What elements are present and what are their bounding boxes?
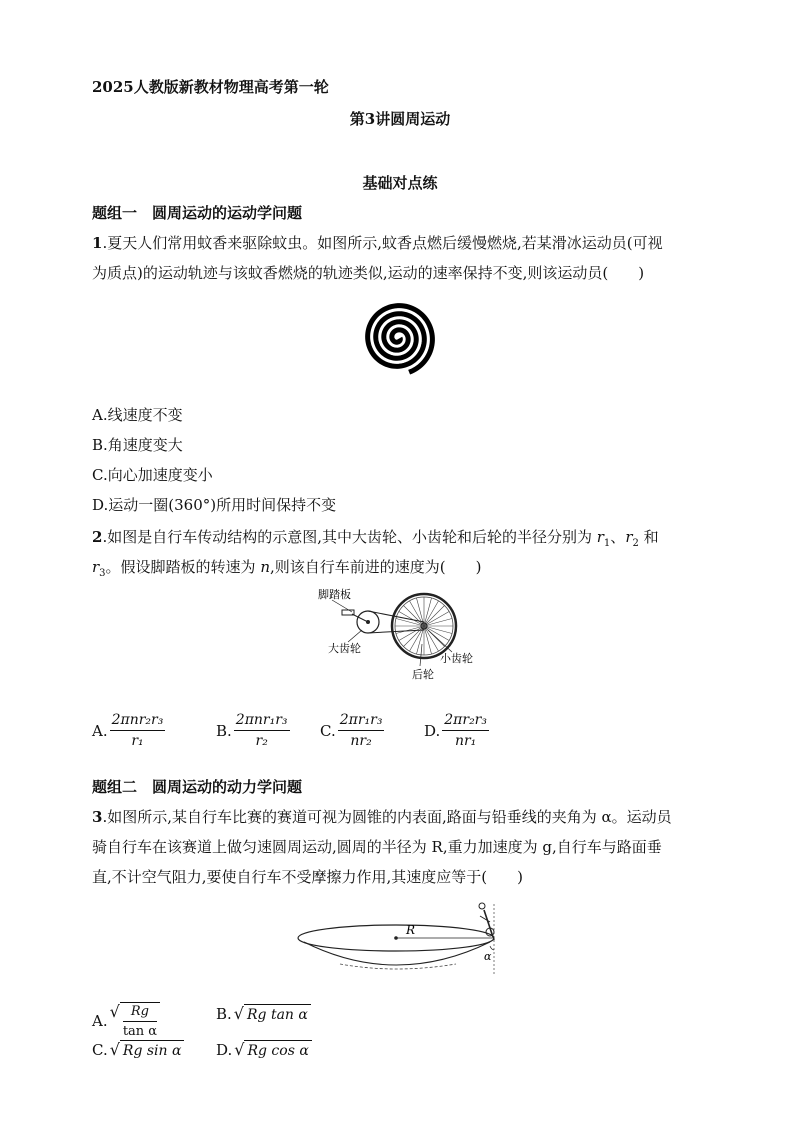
- q2-c-label: C.: [320, 721, 336, 740]
- q2-a-numerator: 2πnr₂r₃: [110, 712, 166, 731]
- q3-option-a: [92, 1002, 160, 1039]
- q2-line1: [92, 526, 659, 555]
- angle-label: α: [484, 950, 492, 963]
- wheel-spoke: [424, 598, 432, 626]
- q3-c-label: C.: [92, 1040, 108, 1059]
- q1-line2: 为质点)的运动轨迹与该蚊香燃烧的轨迹类似,运动的速率保持不变,则该运动员( ): [92, 264, 645, 282]
- q2-number: 2: [92, 528, 103, 546]
- q2-b-numerator: 2πnr₁r₃: [234, 712, 290, 731]
- radius-label: R: [406, 923, 416, 937]
- center-point: [394, 936, 398, 940]
- q2-c-numerator: 2πr₁r₃: [338, 712, 385, 731]
- q3-option-c: [92, 1040, 184, 1059]
- q2-a-label: A.: [92, 721, 108, 740]
- big-gear-label: 大齿轮: [328, 642, 361, 655]
- q1-option-c: C.向心加速度变小: [92, 466, 213, 484]
- q1-option-d: D.运动一圈(360°)所用时间保持不变: [92, 496, 337, 514]
- q2-text-3: ,则该自行车前进的速度为( ): [270, 558, 482, 576]
- q2-text-1: .如图是自行车传动结构的示意图,其中大齿轮、小齿轮和后轮的半径分别为: [102, 528, 597, 546]
- q2-b-label: B.: [216, 721, 232, 740]
- n-symbol: n: [260, 558, 270, 576]
- q3-a-sqrt: √ $\frac{Rg}{\text{tan α}}$: [110, 1002, 160, 1039]
- q3-b-radicand: Rg tan α: [244, 1004, 311, 1023]
- q3-text-1: .如图所示,某自行车比赛的赛道可视为圆锥的内表面,路面与铅垂线的夹角为 α。运动员: [102, 808, 672, 826]
- q3-a-denominator: tan α: [122, 1024, 158, 1039]
- q2-line2: [92, 556, 481, 585]
- group1-title: 题组一 圆周运动的运动学问题: [92, 204, 303, 222]
- q3-b-sqrt: √ Rg tan α: [234, 1004, 311, 1023]
- q2-c-denominator: nr₂: [350, 733, 372, 749]
- q1-line1: [92, 232, 663, 254]
- q2-a-denominator: r₁: [131, 733, 144, 749]
- small-gear-label: 小齿轮: [440, 652, 473, 665]
- q3-a-numerator: Rg: [123, 1004, 157, 1022]
- q2-d-numerator: 2πr₂r₃: [442, 712, 489, 731]
- cyclist-drawing: [479, 903, 494, 940]
- wheel-spoke: [424, 626, 432, 654]
- q1-option-b: B.角速度变大: [92, 436, 183, 454]
- q1-number: 1: [92, 234, 103, 252]
- spiral-path: [368, 306, 433, 373]
- q2-a-fraction: [110, 712, 166, 749]
- q2-d-fraction: [442, 712, 489, 749]
- q2-c-fraction: [338, 712, 385, 749]
- q3-number: 3: [92, 808, 103, 826]
- r3-subscript: 3: [99, 568, 106, 579]
- q2-b-fraction: [234, 712, 290, 749]
- q3-d-radicand: Rg cos α: [244, 1040, 311, 1059]
- section-title: 基础对点练: [362, 174, 438, 192]
- series-title: 2025人教版新教材物理高考第一轮: [92, 78, 329, 96]
- q3-c-radicand: Rg sin α: [120, 1040, 185, 1059]
- q2-option-b: [216, 712, 290, 749]
- wheel-spoke: [424, 626, 452, 634]
- q2-text-2: 。假设脚踏板的转速为: [105, 558, 261, 576]
- group2-title: 题组二 圆周运动的动力学问题: [92, 778, 303, 796]
- and-word: 和: [638, 528, 659, 546]
- q1-text-1: .夏天人们常用蚊香来驱除蚊虫。如图所示,蚊香点燃后缓慢燃烧,若某滑冰运动员(可视: [102, 234, 663, 252]
- q3-option-b: [216, 1004, 311, 1023]
- track-bowl: [304, 942, 490, 965]
- q3-a-fraction: [123, 1004, 157, 1039]
- q2-b-denominator: r₂: [255, 733, 268, 749]
- q2-option-d: [424, 712, 489, 749]
- cone-track-figure: [296, 898, 516, 982]
- q3-c-sqrt: √ Rg sin α: [110, 1040, 185, 1059]
- q3-d-label: D.: [216, 1040, 233, 1059]
- wheel-spoke: [424, 618, 452, 626]
- mosquito-coil-figure: [358, 298, 438, 378]
- q3-option-d: [216, 1040, 312, 1059]
- q3-line3: 直,不计空气阻力,要使自行车不受摩擦力作用,其速度应等于( ): [92, 868, 524, 886]
- q2-option-c: [320, 712, 384, 749]
- q1-option-a: A.线速度不变: [92, 406, 183, 424]
- q2-d-label: D.: [424, 721, 441, 740]
- q2-d-denominator: nr₁: [454, 733, 477, 749]
- q3-b-label: B.: [216, 1004, 232, 1023]
- q3-line2: 骑自行车在该赛道上做匀速圆周运动,圆周的半径为 R,重力加速度为 g,自行车与路面垂: [92, 838, 662, 856]
- r1-symbol: r: [596, 528, 604, 546]
- r2-symbol: r: [625, 528, 633, 546]
- rear-wheel-drawing: [392, 594, 456, 658]
- q2-option-a: [92, 712, 165, 749]
- separator: 、: [610, 528, 626, 546]
- q3-line1: [92, 806, 672, 828]
- r2-subscript: 2: [632, 538, 639, 549]
- q3-d-sqrt: √ Rg cos α: [234, 1040, 312, 1059]
- bicycle-drivetrain-figure: [312, 586, 492, 682]
- lesson-title: 第3讲圆周运动: [349, 110, 451, 128]
- pedal-label: 脚踏板: [318, 588, 351, 601]
- rear-wheel-label: 后轮: [412, 668, 434, 681]
- q3-a-label: A.: [92, 1011, 108, 1030]
- r3-symbol: r: [92, 558, 100, 576]
- r1-subscript: 1: [603, 538, 611, 549]
